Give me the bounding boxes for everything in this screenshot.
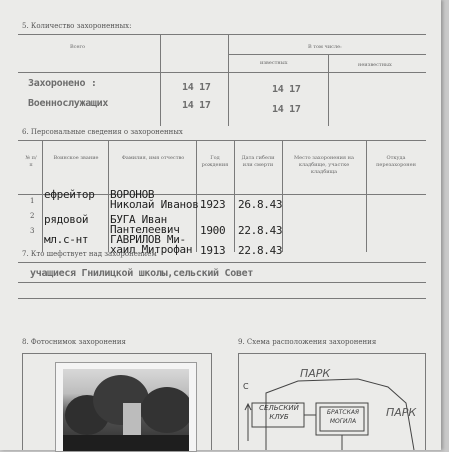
row-3-year: 1913 — [200, 244, 226, 257]
col-known: известных — [260, 60, 288, 66]
rule — [366, 140, 367, 252]
park-top-label: ПАРК — [300, 367, 331, 380]
location-sketch — [238, 353, 426, 450]
compass-letter: С — [243, 382, 249, 391]
row-2-death: 22.8.43 — [238, 224, 283, 237]
row-buried-label: Захоронено : — [28, 78, 97, 89]
row-buried-known: 14 17 — [272, 84, 301, 95]
rule — [18, 282, 426, 283]
rule — [196, 140, 197, 252]
sponsor-value: учащиеся Гнилицкой школы,сельский Совет — [30, 268, 254, 279]
row-soldiers-label: Военнослужащих — [28, 98, 109, 109]
grave-label: БРАТСКАЯ МОГИЛА — [326, 409, 360, 425]
row-2-num: 2 — [30, 212, 35, 220]
rule — [18, 298, 426, 299]
row-3-num: 3 — [30, 227, 35, 235]
header-num: № п/п — [25, 155, 37, 168]
section-6-title: 6. Персональные сведения о захороненных — [22, 128, 183, 136]
row-2-year: 1900 — [200, 224, 226, 237]
rule — [228, 54, 426, 55]
header-origin: Откуда перезахоронен — [376, 155, 416, 168]
col-unknown: неизвестных — [358, 62, 392, 68]
header-rank: Воинское звание — [53, 155, 99, 161]
rule — [228, 34, 229, 126]
section-7-title: 7. Кто шефствует над захоронением — [22, 250, 157, 258]
header-name: Фамилия, имя отчество — [121, 155, 185, 161]
row-1-name-line1: ВОРОНОВ — [110, 188, 155, 201]
row-3-name-line1: ГАВРИЛОВ Ми- — [110, 233, 186, 246]
rule — [18, 72, 426, 73]
header-year: Год рождения — [201, 155, 229, 168]
park-right-label: ПАРК — [386, 406, 417, 419]
row-1-year: 1923 — [200, 198, 226, 211]
row-soldiers-known: 14 17 — [272, 104, 301, 115]
club-label: СЕЛЬСКИЙ КЛУБ — [259, 404, 299, 421]
rule — [42, 140, 43, 252]
rule — [108, 140, 109, 252]
section-5-title: 5. Количество захороненных: — [22, 22, 132, 30]
col-including: В том числе: — [308, 44, 342, 50]
row-1-num: 1 — [30, 197, 35, 205]
col-total: Всего — [70, 44, 86, 50]
rule — [18, 34, 426, 35]
row-2-rank: рядовой — [44, 213, 89, 226]
rule — [328, 54, 329, 126]
section-9-title: 9. Схема расположения захоронения — [238, 338, 377, 346]
header-place: Место захоронения на кладбище, участке кладбища — [293, 155, 354, 175]
row-buried-total: 14 17 — [182, 82, 211, 93]
photo-mount — [55, 362, 197, 452]
row-3-name-line2: хаил Митрофан — [110, 243, 193, 256]
header-death: Дата гибели или смерти — [241, 155, 275, 168]
row-2-name-line2: Пантелеевич — [110, 223, 180, 236]
row-3-rank: мл.с-нт — [44, 233, 89, 246]
rule — [160, 34, 161, 126]
memorial-photo — [63, 369, 189, 451]
row-2-name-line1: БУГА Иван — [110, 213, 167, 226]
row-1-death: 26.8.43 — [238, 198, 283, 211]
rule — [18, 262, 426, 263]
rule — [18, 140, 426, 141]
section-8-title: 8. Фотоснимок захоронения — [22, 338, 126, 346]
row-1-name-line2: Николай Иванов. — [110, 198, 205, 211]
row-soldiers-total: 14 17 — [182, 100, 211, 111]
row-3-death: 22.8.43 — [238, 244, 283, 257]
rule — [22, 353, 23, 450]
rule — [234, 140, 235, 252]
rule — [22, 353, 212, 354]
rule — [211, 353, 212, 450]
row-1-rank: ефрейтор — [44, 188, 95, 201]
